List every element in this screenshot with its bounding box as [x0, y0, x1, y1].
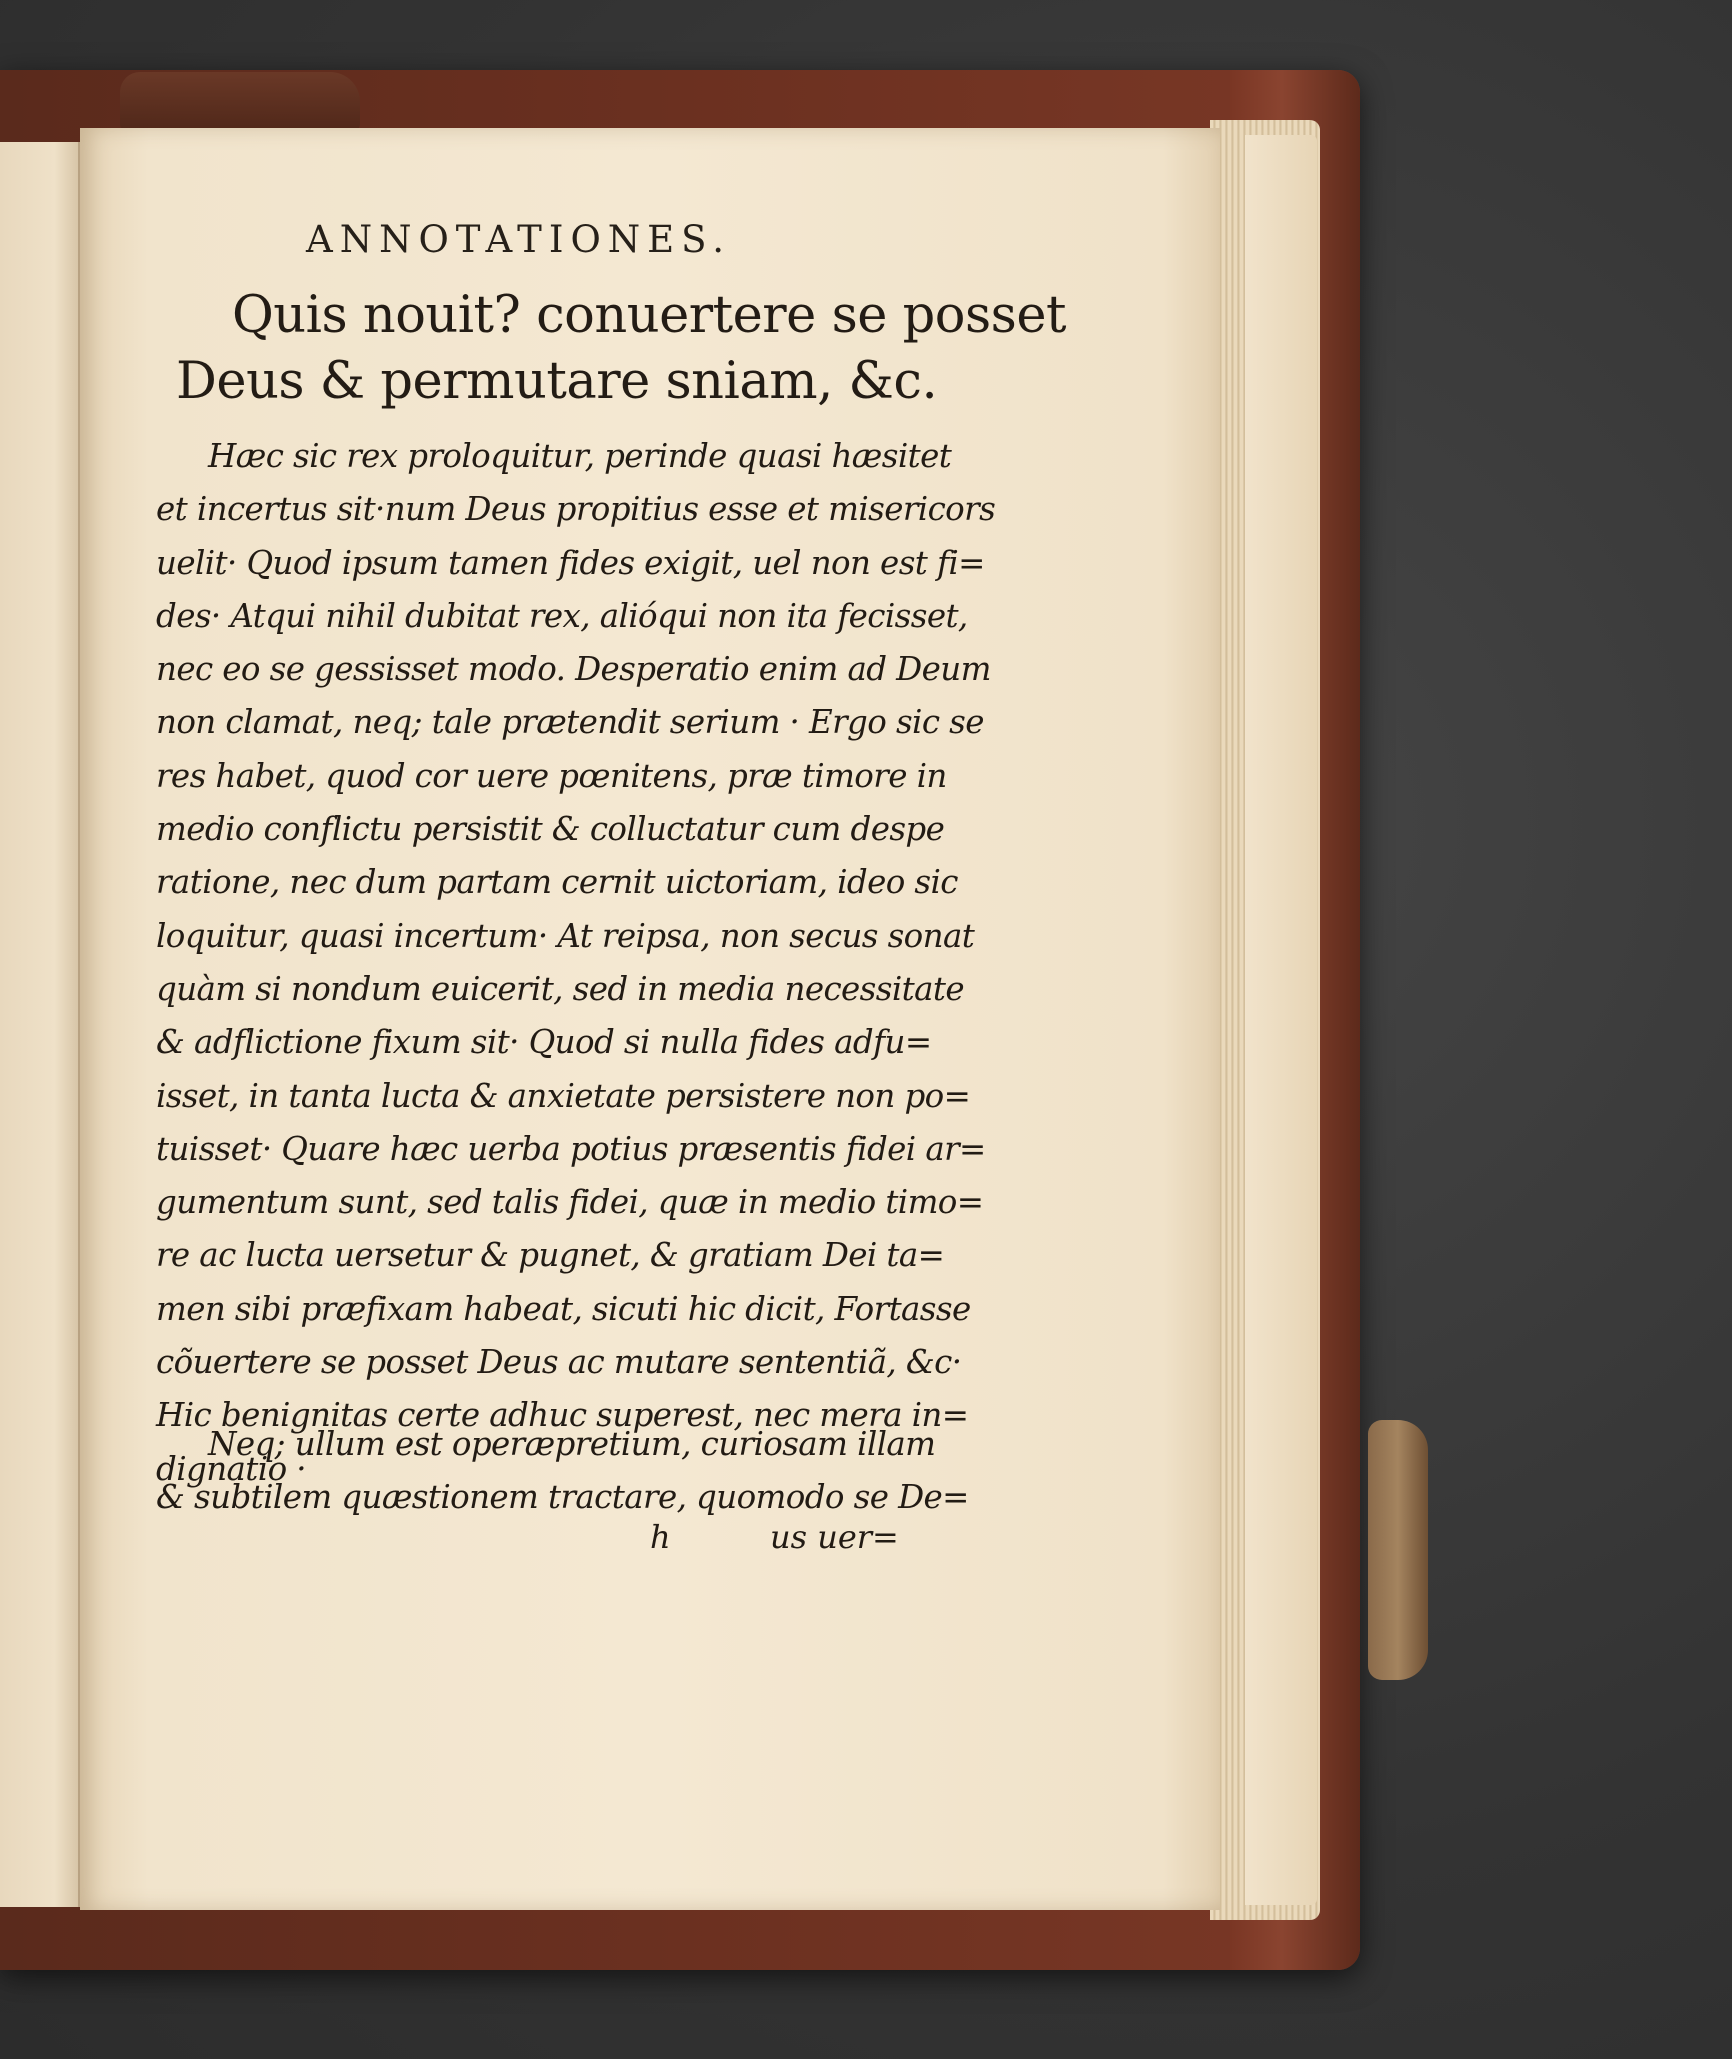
- text-line: & subtilem quæstionem tractare, quomodo se De=: [156, 1478, 969, 1517]
- clasp-right: [1368, 1420, 1428, 1680]
- text-line: quàm si nondum euicerit, sed in media necessitate: [156, 969, 964, 1008]
- text-line: non clamat, neq; tale prætendit serium · Ergo sic se: [156, 703, 984, 742]
- text-line: nec eo se gessisset modo. Desperatio enim ad Deum: [156, 650, 991, 689]
- text-line: Hic benignitas certe adhuc superest, nec mera in=: [156, 1396, 969, 1435]
- text-line: & adflictione fixum sit· Quod si nulla fides adfu=: [156, 1023, 932, 1062]
- text-line: loquitur, quasi incertum· At reipsa, non secus sonat: [156, 916, 975, 955]
- text-line: gumentum sunt, sed talis fidei, quæ in medio timo=: [156, 1183, 984, 1222]
- text-line: Hæc sic rex proloquitur, perinde quasi hæsitet: [208, 437, 952, 475]
- text-line: et incertus sit·num Deus propitius esse et misericors: [156, 490, 996, 529]
- text-line: Neq; ullum est operæpretium, curiosam illam: [208, 1425, 936, 1463]
- catchword: us uer=: [770, 1518, 899, 1556]
- text-line: re ac lucta uersetur & pugnet, & gratiam Dei ta=: [156, 1236, 945, 1275]
- page-edge-block: [1245, 135, 1317, 1905]
- text-line: ratione, nec dum partam cernit uictoriam, ideo sic: [156, 863, 958, 902]
- heading-line-2: Deus & permutare sniam, &c.: [176, 352, 938, 411]
- text-line: tuisset· Quare hæc uerba potius præsentis fidei ar=: [156, 1129, 986, 1168]
- clasp-strap-top: [120, 72, 360, 132]
- text-line: men sibi præfixam habeat, sicuti hic dicit, Fortasse: [156, 1289, 971, 1328]
- heading-line-1: Quis nouit? conuertere se posset: [232, 286, 1067, 345]
- text-line: des· Atqui nihil dubitat rex, alióqui non ita fecisset,: [156, 596, 968, 635]
- text-line: dignatio ·: [156, 1449, 306, 1488]
- text-line: res habet, quod cor uere pœnitens, præ timore in: [156, 756, 947, 795]
- signature-mark: h: [650, 1518, 671, 1556]
- running-head: ANNOTATIONES.: [306, 218, 731, 261]
- paragraph-1: [156, 430, 996, 1496]
- text-line: cõuertere se posset Deus ac mutare sententiã, &c·: [156, 1343, 962, 1382]
- text-line: uelit· Quod ipsum tamen fides exigit, uel non est fi=: [156, 543, 985, 582]
- left-page-sliver: [0, 142, 80, 1907]
- paragraph-2: [156, 1418, 969, 1525]
- text-line: isset, in tanta lucta & anxietate persistere non po=: [156, 1076, 971, 1115]
- text-line: medio conflictu persistit & colluctatur cum despe: [156, 810, 945, 849]
